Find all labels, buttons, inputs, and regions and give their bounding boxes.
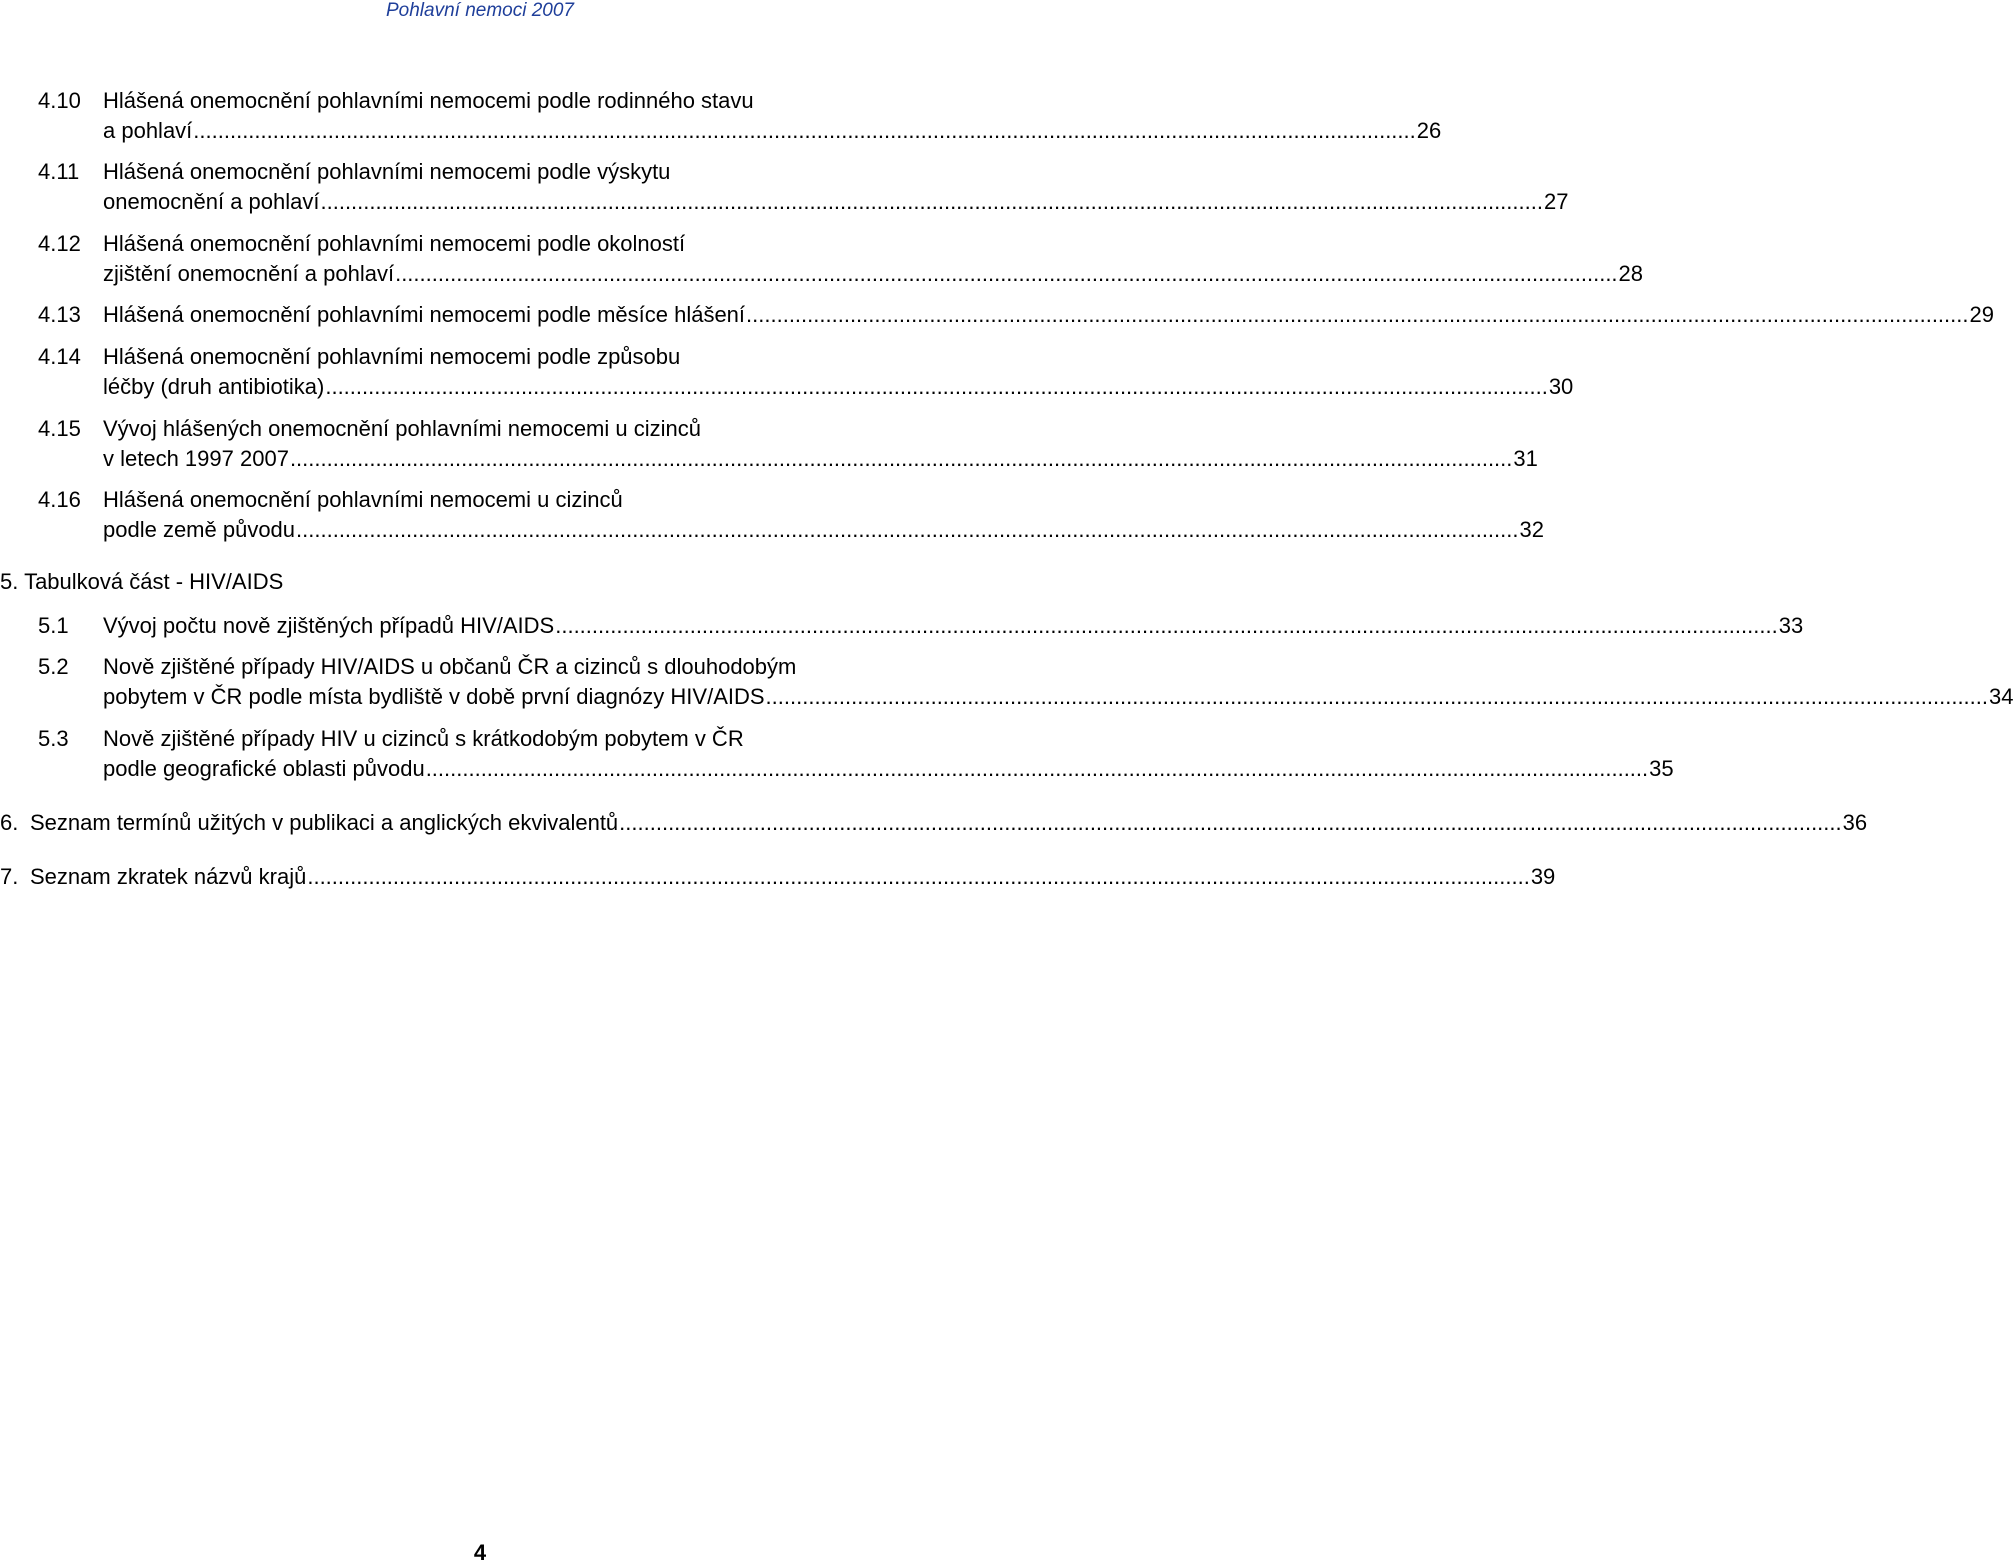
toc-entry-title-line2: v letech 1997 2007 <box>103 446 289 471</box>
toc-leader-dots <box>746 300 1968 330</box>
toc-entry-number: 5.3 <box>38 726 69 751</box>
toc-entry-title-line2: podle země původu <box>103 517 296 542</box>
toc-page-number: 39 <box>1530 864 1556 889</box>
toc-page-number: 27 <box>1543 189 1569 214</box>
toc-entry-title-line2: léčby (druh antibiotika) <box>103 374 325 399</box>
toc-entry-number: 5.1 <box>38 613 69 638</box>
toc-entry-title-line1: Hlášená onemocnění pohlavními nemocemi podle okolností <box>103 231 686 256</box>
toc-page-number: 26 <box>1416 118 1442 143</box>
toc-entry-title-line2: onemocnění a pohlaví <box>103 189 320 214</box>
toc-entry-number: 5.2 <box>38 654 69 679</box>
toc-leader-dots <box>307 862 1529 892</box>
toc-leader-dots <box>193 116 1415 146</box>
toc-entry-number: 7. <box>0 864 19 889</box>
toc-entry-title-line1: Nově zjištěné případy HIV u cizinců s krátkodobým pobytem v ČR <box>103 726 744 751</box>
toc-entry-title-line2: podle geografické oblasti původu <box>103 756 425 781</box>
toc-entry-title-line1: Hlášená onemocnění pohlavními nemocemi podle měsíce hlášení <box>103 302 746 327</box>
toc-entry-title-line1: Hlášená onemocnění pohlavními nemocemi u cizinců <box>103 487 623 512</box>
page-number: 4 <box>473 1540 487 1565</box>
toc-page-number: 33 <box>1778 613 1804 638</box>
running-header: Pohlavní nemoci 2007 <box>385 0 574 21</box>
toc-entry-title-line2: zjištění onemocnění a pohlaví <box>103 261 395 286</box>
toc-entry-number: 4.13 <box>38 302 81 327</box>
toc-entry-title-line1: Nově zjištěné případy HIV/AIDS u občanů ČR a cizinců s dlouhodobým <box>103 654 797 679</box>
toc-entry-title-line1: Hlášená onemocnění pohlavními nemocemi podle výskytu <box>103 159 671 184</box>
toc-page-number: 32 <box>1519 517 1544 542</box>
toc-entry-title-line1: Vývoj hlášených onemocnění pohlavními nemocemi u cizinců <box>103 416 701 441</box>
toc-entry-title-line1: Hlášená onemocnění pohlavními nemocemi podle způsobu <box>103 344 681 369</box>
toc-entry-title-line1: Hlášená onemocnění pohlavními nemocemi podle rodinného stavu <box>103 88 754 113</box>
toc-leader-dots <box>555 611 1777 641</box>
toc-entry-number: 4.14 <box>38 344 81 369</box>
toc-leader-dots <box>321 187 1543 217</box>
toc-leader-dots <box>325 372 1547 402</box>
toc-entry-number: 4.15 <box>38 416 81 441</box>
toc-leader-dots <box>296 515 1518 545</box>
toc-entry-title-line1: Seznam zkratek názvů krajů <box>30 864 307 889</box>
toc-entry-number: 6. <box>0 810 19 835</box>
toc-entry-title-line2: a pohlaví <box>103 118 193 143</box>
toc-entry-number: 4.12 <box>38 231 81 256</box>
toc-page-number: 31 <box>1513 446 1538 471</box>
toc-leader-dots <box>290 444 1512 474</box>
toc-page-number: 29 <box>1969 302 1994 327</box>
toc-page-number: 30 <box>1548 374 1574 399</box>
toc-leader-dots <box>619 808 1841 838</box>
toc-leader-dots <box>766 682 1988 712</box>
toc-entry-title-line1: Seznam termínů užitých v publikaci a anglických ekvivalentů <box>30 810 619 835</box>
toc-page-number: 34 <box>1989 684 2014 709</box>
toc-entry-title-line1: Vývoj počtu nově zjištěných případů HIV/AIDS <box>103 613 555 638</box>
toc-section-heading-5[interactable]: 5. Tabulková část - HIV/AIDS <box>0 569 284 594</box>
toc-entry-number: 4.11 <box>38 159 80 184</box>
toc-entry-number: 4.16 <box>38 487 81 512</box>
toc-entry-title-line2: pobytem v ČR podle místa bydliště v době první diagnózy HIV/AIDS <box>103 684 765 709</box>
toc-leader-dots <box>426 754 1648 784</box>
toc-entry-number: 4.10 <box>38 88 81 113</box>
toc-page-number: 28 <box>1618 261 1644 286</box>
toc-page-number: 35 <box>1649 756 1674 781</box>
toc-leader-dots <box>395 259 1617 289</box>
toc-page-number: 36 <box>1842 810 1868 835</box>
